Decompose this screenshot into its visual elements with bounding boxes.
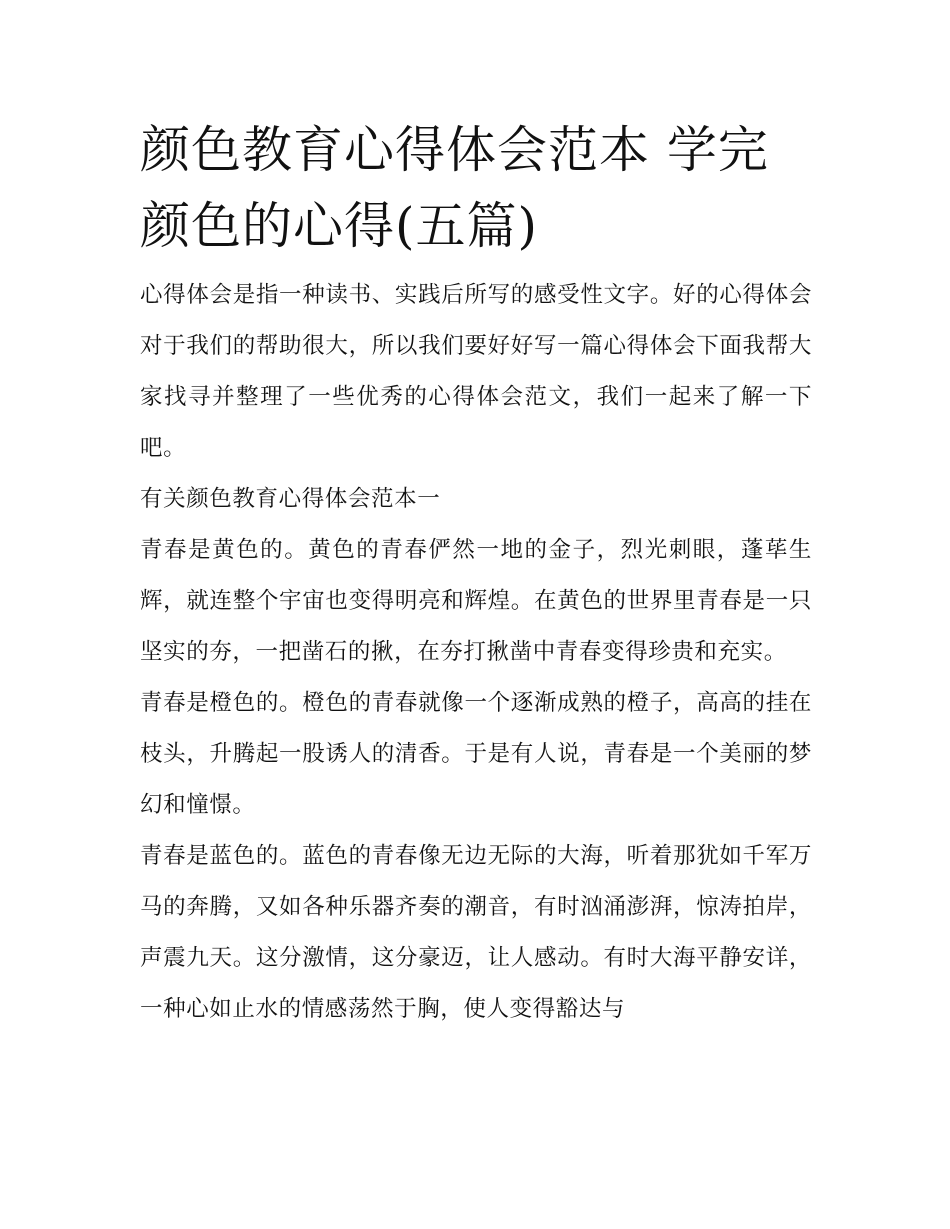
document-body: [140, 112, 812, 1035]
document-title: 颜色教育心得体会范本 学完颜色的心得(五篇): [140, 121, 769, 255]
yellow-paragraph: 青春是黄色的。黄色的青春俨然一地的金子，烈光刺眼，蓬荜生辉，就连整个宇宙也变得明亮和辉煌。在黄色的世界里青春是一只坚实的夯，一把凿石的揪，在夯打揪凿中青春变得珍贵和充实。: [140, 537, 812, 665]
blue-paragraph: 青春是蓝色的。蓝色的青春像无边无际的大海，听着那犹如千军万马的奔腾，又如各种乐器齐奏的潮音，有时汹涌澎湃，惊涛拍岸，声震九天。这分激情，这分豪迈，让人感动。有时大海平静安详，一种心如止水的情感荡然于胸，使人变得豁达与: [140, 843, 812, 1022]
section-heading: 有关颜色教育心得体会范本一: [140, 486, 441, 512]
orange-paragraph: 青春是橙色的。橙色的青春就像一个逐渐成熟的橙子，高高的挂在枝头，升腾起一股诱人的清香。于是有人说，青春是一个美丽的梦幻和憧憬。: [140, 690, 812, 818]
intro-paragraph: 心得体会是指一种读书、实践后所写的感受性文字。好的心得体会对于我们的帮助很大，所以我们要好好写一篇心得体会下面我帮大家找寻并整理了一些优秀的心得体会范文，我们一起来了解一下吧。: [140, 282, 812, 461]
